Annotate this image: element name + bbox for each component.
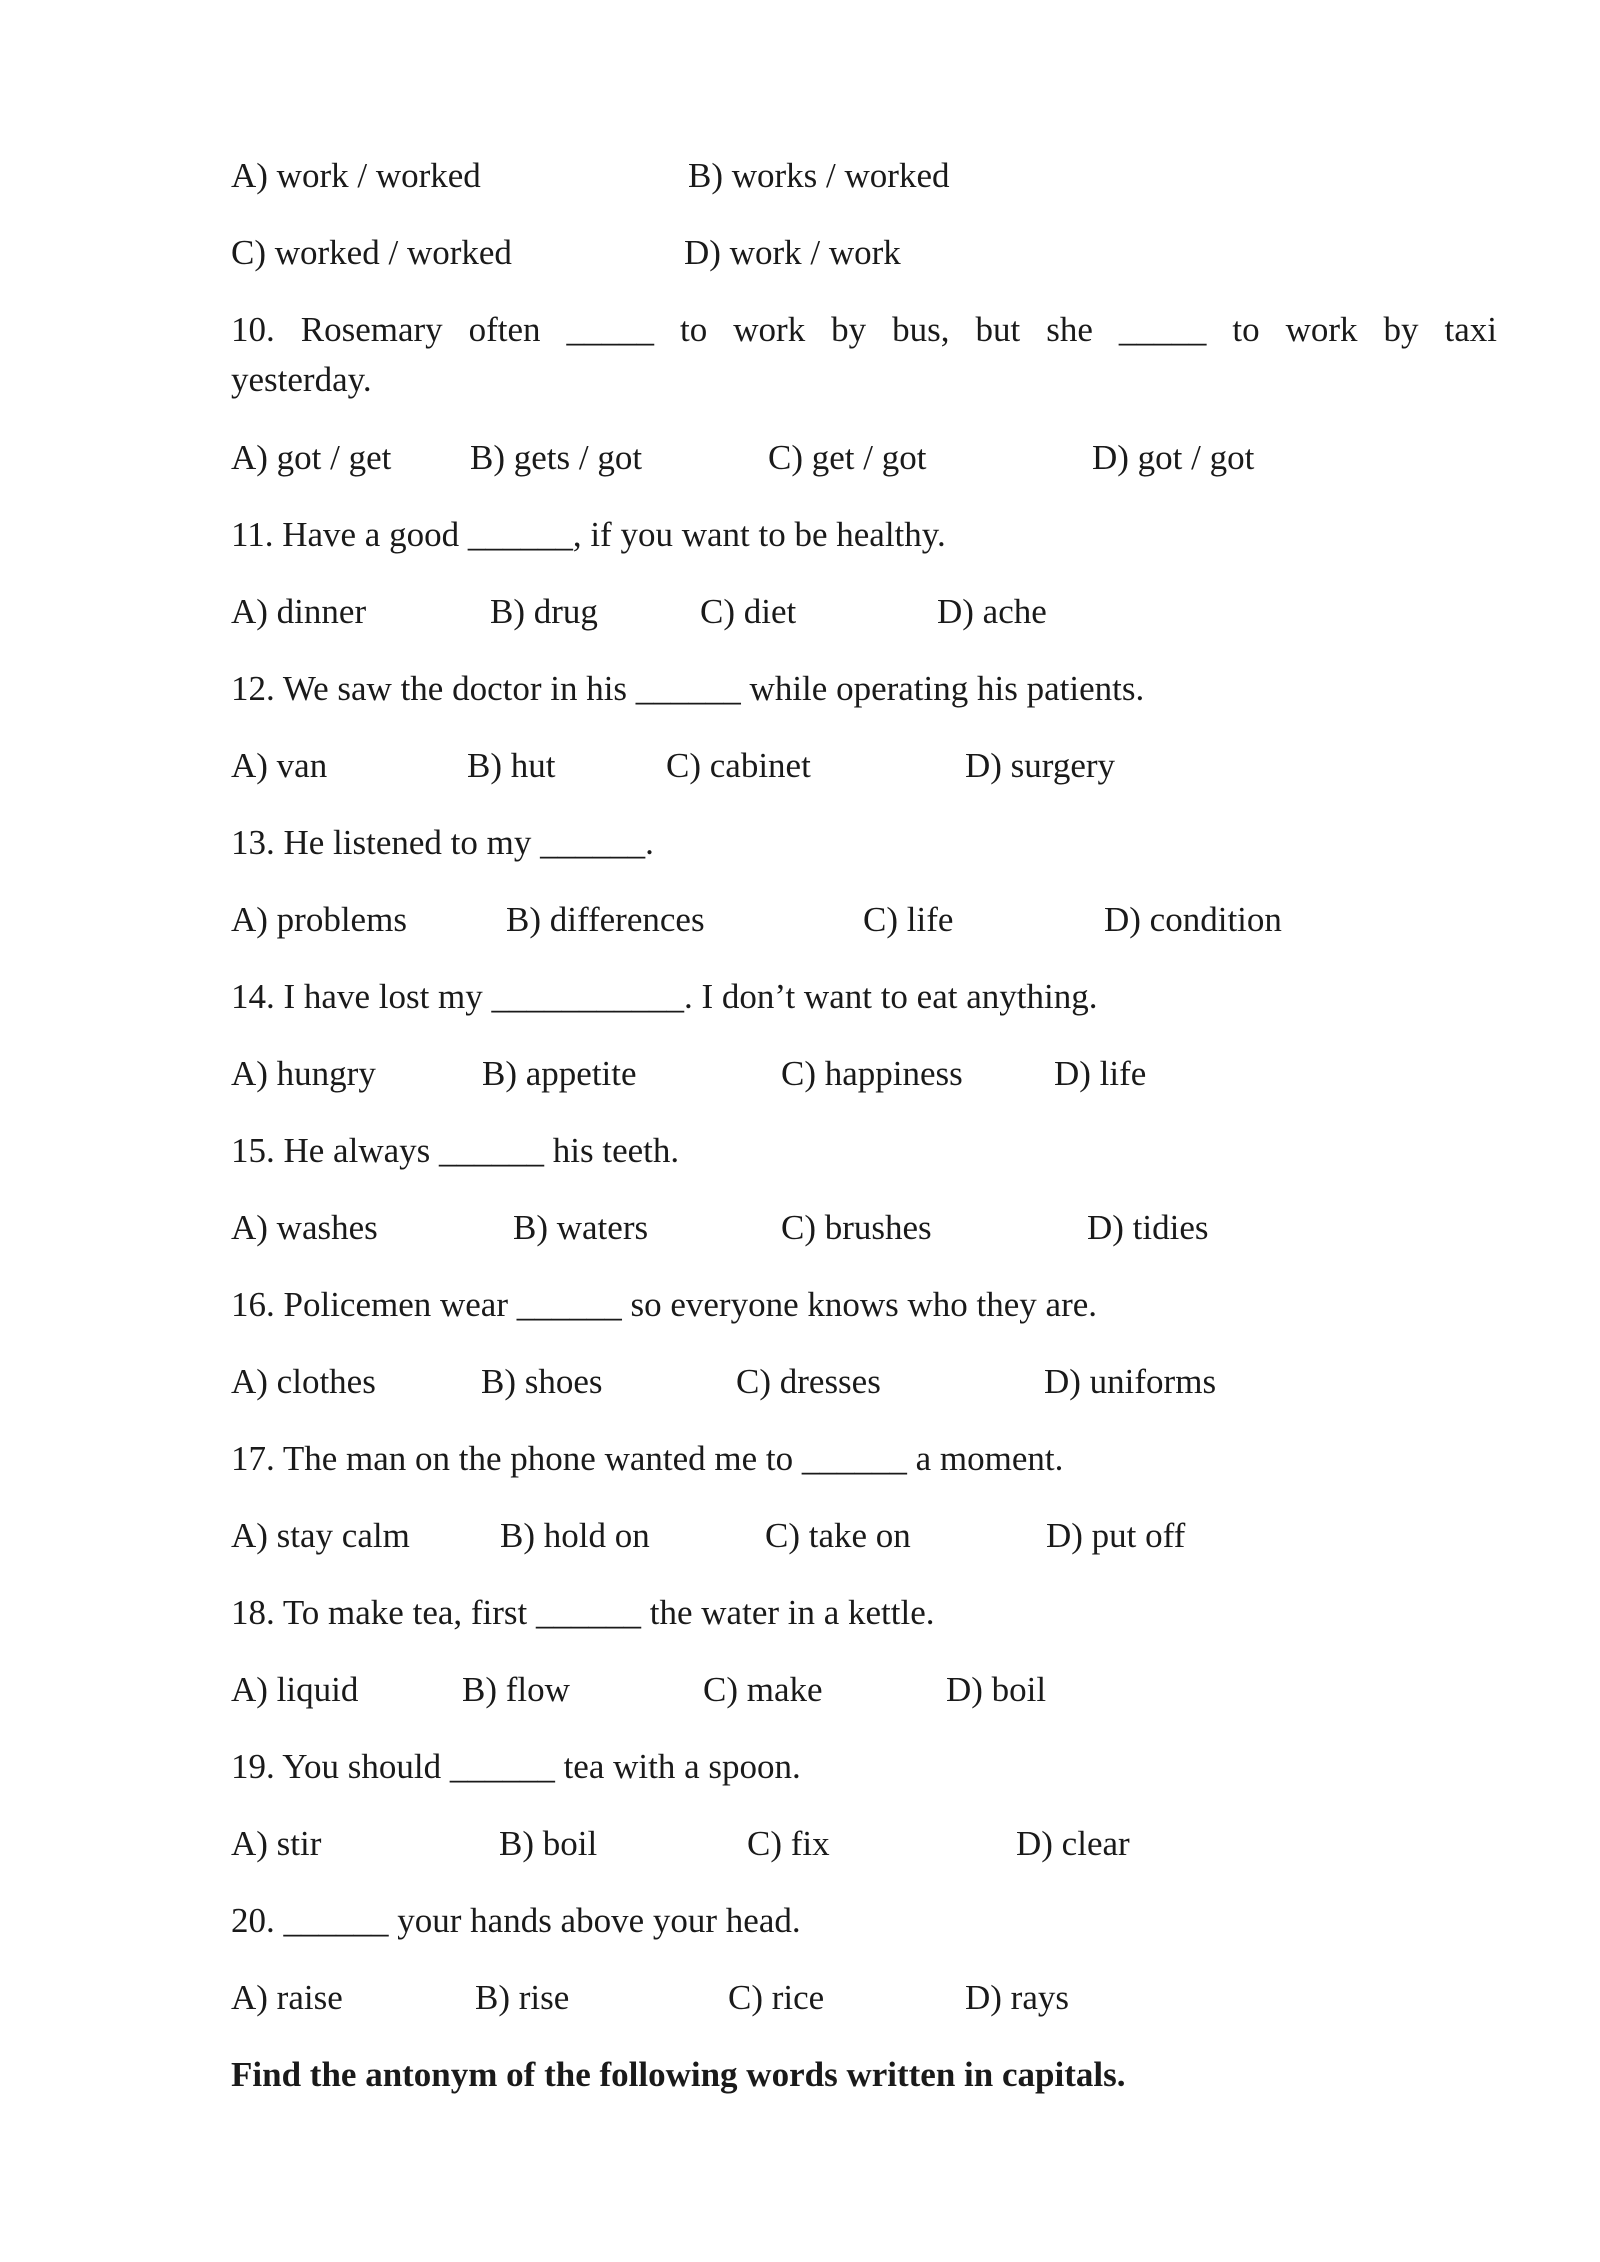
q9-option-d[interactable]: D) work / work [684, 233, 901, 272]
q15-option-c[interactable]: C) brushes [781, 1208, 932, 1247]
q16-option-b[interactable]: B) shoes [481, 1362, 603, 1401]
q14-option-b[interactable]: B) appetite [482, 1054, 637, 1093]
q12-option-d[interactable]: D) surgery [965, 746, 1116, 785]
q16-option-c[interactable]: C) dresses [736, 1362, 881, 1401]
q15-option-b[interactable]: B) waters [513, 1208, 649, 1247]
q18-stem: 18. To make tea, first ______ the water in a kettle. [231, 1593, 935, 1632]
q18-option-a[interactable]: A) liquid [231, 1670, 359, 1709]
q10-option-b[interactable]: B) gets / got [470, 438, 643, 477]
q11-option-a[interactable]: A) dinner [231, 592, 367, 631]
q13-option-c[interactable]: C) life [863, 900, 954, 939]
q16-option-a[interactable]: A) clothes [231, 1362, 376, 1401]
q19-option-b[interactable]: B) boil [499, 1824, 598, 1863]
q17-stem: 17. The man on the phone wanted me to ______ a moment. [231, 1439, 1064, 1478]
q12-option-c[interactable]: C) cabinet [666, 746, 811, 785]
q12-option-b[interactable]: B) hut [467, 746, 556, 785]
q19-stem: 19. You should ______ tea with a spoon. [231, 1747, 801, 1786]
q15-option-a[interactable]: A) washes [231, 1208, 378, 1247]
q13-option-b[interactable]: B) differences [506, 900, 705, 939]
q10-option-c[interactable]: C) get / got [768, 438, 927, 477]
q14-stem: 14. I have lost my ___________. I don’t want to eat anything. [231, 977, 1098, 1016]
q19-option-d[interactable]: D) clear [1016, 1824, 1130, 1863]
q15-stem: 15. He always ______ his teeth. [231, 1131, 680, 1170]
q13-option-d[interactable]: D) condition [1104, 900, 1282, 939]
q16-option-d[interactable]: D) uniforms [1044, 1362, 1217, 1401]
q9-option-a[interactable]: A) work / worked [231, 156, 481, 195]
q18-option-d[interactable]: D) boil [946, 1670, 1047, 1709]
q13-stem: 13. He listened to my ______. [231, 823, 654, 862]
q13-option-a[interactable]: A) problems [231, 900, 407, 939]
q15-option-d[interactable]: D) tidies [1087, 1208, 1209, 1247]
q11-option-c[interactable]: C) diet [700, 592, 797, 631]
q20-option-d[interactable]: D) rays [965, 1978, 1069, 2017]
q10-stem: 10. Rosemary often _____ to work by bus, but she _____ to work by taxi [231, 310, 1497, 349]
q14-option-d[interactable]: D) life [1054, 1054, 1147, 1093]
q19-option-c[interactable]: C) fix [747, 1824, 830, 1863]
q10-option-d[interactable]: D) got / got [1092, 438, 1255, 477]
q18-option-b[interactable]: B) flow [462, 1670, 570, 1709]
q12-stem: 12. We saw the doctor in his ______ while operating his patients. [231, 669, 1145, 708]
q20-option-a[interactable]: A) raise [231, 1978, 343, 2017]
q19-option-a[interactable]: A) stir [231, 1824, 322, 1863]
q17-option-c[interactable]: C) take on [765, 1516, 911, 1555]
section-heading-antonyms: Find the antonym of the following words written in capitals. [231, 2055, 1126, 2094]
q14-option-a[interactable]: A) hungry [231, 1054, 376, 1093]
q17-option-b[interactable]: B) hold on [500, 1516, 650, 1555]
q20-option-c[interactable]: C) rice [728, 1978, 825, 2017]
q17-option-d[interactable]: D) put off [1046, 1516, 1186, 1555]
q11-option-d[interactable]: D) ache [937, 592, 1047, 631]
q16-stem: 16. Policemen wear ______ so everyone knows who they are. [231, 1285, 1098, 1324]
q17-option-a[interactable]: A) stay calm [231, 1516, 410, 1555]
q18-option-c[interactable]: C) make [703, 1670, 823, 1709]
q14-option-c[interactable]: C) happiness [781, 1054, 963, 1093]
q10-stem-continuation: yesterday. [231, 360, 372, 399]
q10-option-a[interactable]: A) got / get [231, 438, 392, 477]
q11-option-b[interactable]: B) drug [490, 592, 598, 631]
q12-option-a[interactable]: A) van [231, 746, 328, 785]
q11-stem: 11. Have a good ______, if you want to be healthy. [231, 515, 946, 554]
q20-stem: 20. ______ your hands above your head. [231, 1901, 801, 1940]
q9-option-b[interactable]: B) works / worked [688, 156, 950, 195]
q9-option-c[interactable]: C) worked / worked [231, 233, 512, 272]
q20-option-b[interactable]: B) rise [475, 1978, 570, 2017]
